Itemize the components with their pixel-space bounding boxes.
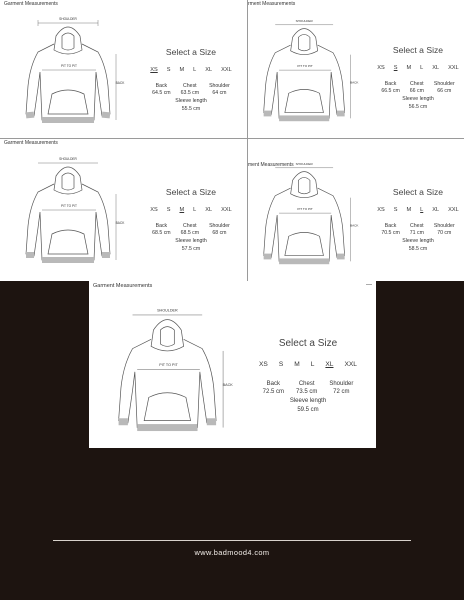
pit-label: PIT TO PIT	[61, 64, 77, 68]
size-option-xxl[interactable]: XXL	[448, 65, 459, 71]
chest-value: 71 cm	[409, 230, 424, 236]
chest-value: 73.5 cm	[295, 389, 318, 395]
size-options	[249, 361, 367, 368]
back-label: BACK	[350, 80, 359, 85]
back-heading: Back	[155, 223, 168, 229]
size-panel-m	[0, 139, 247, 281]
select-size-title: Select a Size	[392, 187, 444, 197]
hoodie-diagram	[254, 14, 362, 132]
size-option-xl[interactable]: XL	[325, 361, 334, 368]
size-option-l[interactable]: L	[310, 361, 315, 368]
pit-label: PIT TO PIT	[297, 64, 313, 69]
back-value: 64.5 cm	[152, 90, 171, 96]
shoulder-heading: Shoulder	[209, 83, 230, 89]
back-label: BACK	[222, 382, 233, 387]
panel-title: Garment Measurements	[4, 1, 58, 7]
shoulder-label: SHOULDER	[157, 308, 178, 313]
size-option-m[interactable]: M	[406, 65, 412, 71]
pit-label: PIT TO PIT	[297, 207, 313, 212]
pit-label: PIT TO PIT	[159, 363, 178, 368]
size-option-s[interactable]: S	[393, 65, 398, 71]
size-options	[372, 207, 464, 213]
size-option-l[interactable]: L	[193, 207, 197, 213]
size-option-xxl[interactable]: XXL	[221, 67, 232, 73]
size-selector	[249, 338, 367, 414]
panel-title: rment Measurements	[248, 1, 296, 7]
size-panel-xl	[89, 281, 376, 448]
chest-heading: Chest	[298, 381, 315, 387]
back-value: 70.5 cm	[381, 230, 400, 236]
sleeve-value: 58.5 cm	[408, 246, 428, 252]
size-option-s[interactable]: S	[278, 361, 284, 368]
size-option-xl[interactable]: XL	[205, 207, 213, 213]
chest-value: 66 cm	[409, 88, 424, 94]
hoodie-diagram	[254, 157, 362, 275]
measurements	[372, 223, 464, 237]
select-size-title: Select a Size	[165, 47, 217, 57]
measurements	[143, 83, 239, 97]
size-option-s[interactable]: S	[166, 67, 171, 73]
size-selector	[143, 187, 239, 253]
chest-heading: Chest	[183, 83, 197, 89]
size-option-l[interactable]: L	[420, 207, 424, 213]
shoulder-value: 68 cm	[212, 230, 227, 236]
chest-heading: Chest	[410, 81, 424, 87]
size-option-xs[interactable]: XS	[150, 207, 158, 213]
chest-value: 63.5 cm	[180, 90, 200, 96]
size-option-xl[interactable]: XL	[432, 65, 440, 71]
shoulder-heading: Shoulder	[433, 81, 455, 87]
size-option-xxl[interactable]: XXL	[448, 207, 459, 213]
back-label: BACK	[115, 221, 125, 225]
size-options	[143, 67, 239, 73]
size-option-s[interactable]: S	[166, 207, 171, 213]
hoodie-diagram	[107, 303, 237, 443]
shoulder-label: SHOULDER	[295, 18, 313, 23]
size-option-xl[interactable]: XL	[205, 67, 213, 73]
sleeve-value: 56.5 cm	[408, 104, 428, 110]
select-size-title: Select a Size	[278, 338, 338, 349]
sleeve-heading: Sleeve length	[402, 96, 434, 102]
size-option-l[interactable]: L	[193, 67, 197, 73]
sleeve-heading: Sleeve length	[289, 398, 327, 404]
back-label: BACK	[115, 81, 125, 85]
shoulder-value: 70 cm	[437, 230, 452, 236]
size-option-xs[interactable]: XS	[259, 361, 268, 368]
shoulder-heading: Shoulder	[433, 223, 455, 229]
back-value: 72.5 cm	[262, 389, 284, 395]
shoulder-label: SHOULDER	[295, 161, 313, 166]
shoulder-value: 66 cm	[437, 88, 452, 94]
select-size-title: Select a Size	[392, 45, 444, 55]
size-option-s[interactable]: S	[393, 207, 398, 213]
measurements	[249, 380, 367, 396]
back-heading: Back	[384, 223, 397, 229]
size-option-m[interactable]: M	[406, 207, 412, 213]
size-option-m[interactable]: M	[179, 67, 185, 73]
sleeve-heading: Sleeve length	[175, 98, 207, 104]
size-option-m[interactable]: M	[179, 207, 185, 213]
sleeve-value: 57.5 cm	[181, 246, 201, 252]
hoodie-diagram	[16, 14, 128, 132]
size-option-xxl[interactable]: XXL	[221, 207, 232, 213]
shoulder-label: SHOULDER	[59, 17, 77, 21]
minimize-icon[interactable]: —	[366, 282, 372, 288]
size-selector	[372, 187, 464, 253]
panel-title: ment Measurements	[248, 162, 294, 168]
chest-heading: Chest	[183, 223, 197, 229]
size-panel-s	[247, 0, 464, 139]
chest-heading: Chest	[410, 223, 424, 229]
size-option-xs[interactable]: XS	[377, 65, 385, 71]
shoulder-heading: Shoulder	[209, 223, 230, 229]
back-value: 68.5 cm	[152, 230, 171, 236]
size-option-xs[interactable]: XS	[377, 207, 385, 213]
size-option-m[interactable]: M	[294, 361, 300, 368]
size-panel-l	[247, 139, 464, 281]
shoulder-value: 72 cm	[333, 389, 350, 395]
footer-website-link[interactable]: www.badmood4.com	[194, 548, 270, 557]
back-heading: Back	[384, 81, 397, 87]
sleeve-value: 59.5 cm	[297, 407, 319, 413]
chest-value: 68.5 cm	[180, 230, 200, 236]
shoulder-label: SHOULDER	[59, 157, 77, 161]
measurements	[372, 81, 464, 95]
pit-label: PIT TO PIT	[61, 204, 77, 208]
size-option-xs[interactable]: XS	[150, 67, 158, 73]
back-heading: Back	[155, 83, 168, 89]
size-option-xl[interactable]: XL	[432, 207, 440, 213]
size-option-xxl[interactable]: XXL	[344, 361, 357, 368]
sleeve-heading: Sleeve length	[402, 238, 434, 244]
footer-divider	[53, 540, 411, 541]
back-label: BACK	[350, 223, 359, 228]
size-options	[372, 65, 464, 71]
measurements	[143, 223, 239, 237]
size-option-l[interactable]: L	[420, 65, 424, 71]
size-options	[143, 207, 239, 213]
select-size-title: Select a Size	[165, 187, 217, 197]
sleeve-value: 55.5 cm	[181, 106, 201, 112]
size-selector	[143, 47, 239, 113]
size-selector	[372, 45, 464, 111]
back-heading: Back	[266, 381, 280, 387]
back-value: 66.5 cm	[381, 88, 400, 94]
panel-title: Garment Measurements	[4, 140, 58, 146]
shoulder-value: 64 cm	[212, 90, 227, 96]
size-panel-xs	[0, 0, 247, 139]
shoulder-heading: Shoulder	[329, 381, 354, 387]
hoodie-diagram	[16, 153, 128, 273]
panel-title: Garment Measurements	[93, 283, 153, 289]
sleeve-heading: Sleeve length	[175, 238, 207, 244]
